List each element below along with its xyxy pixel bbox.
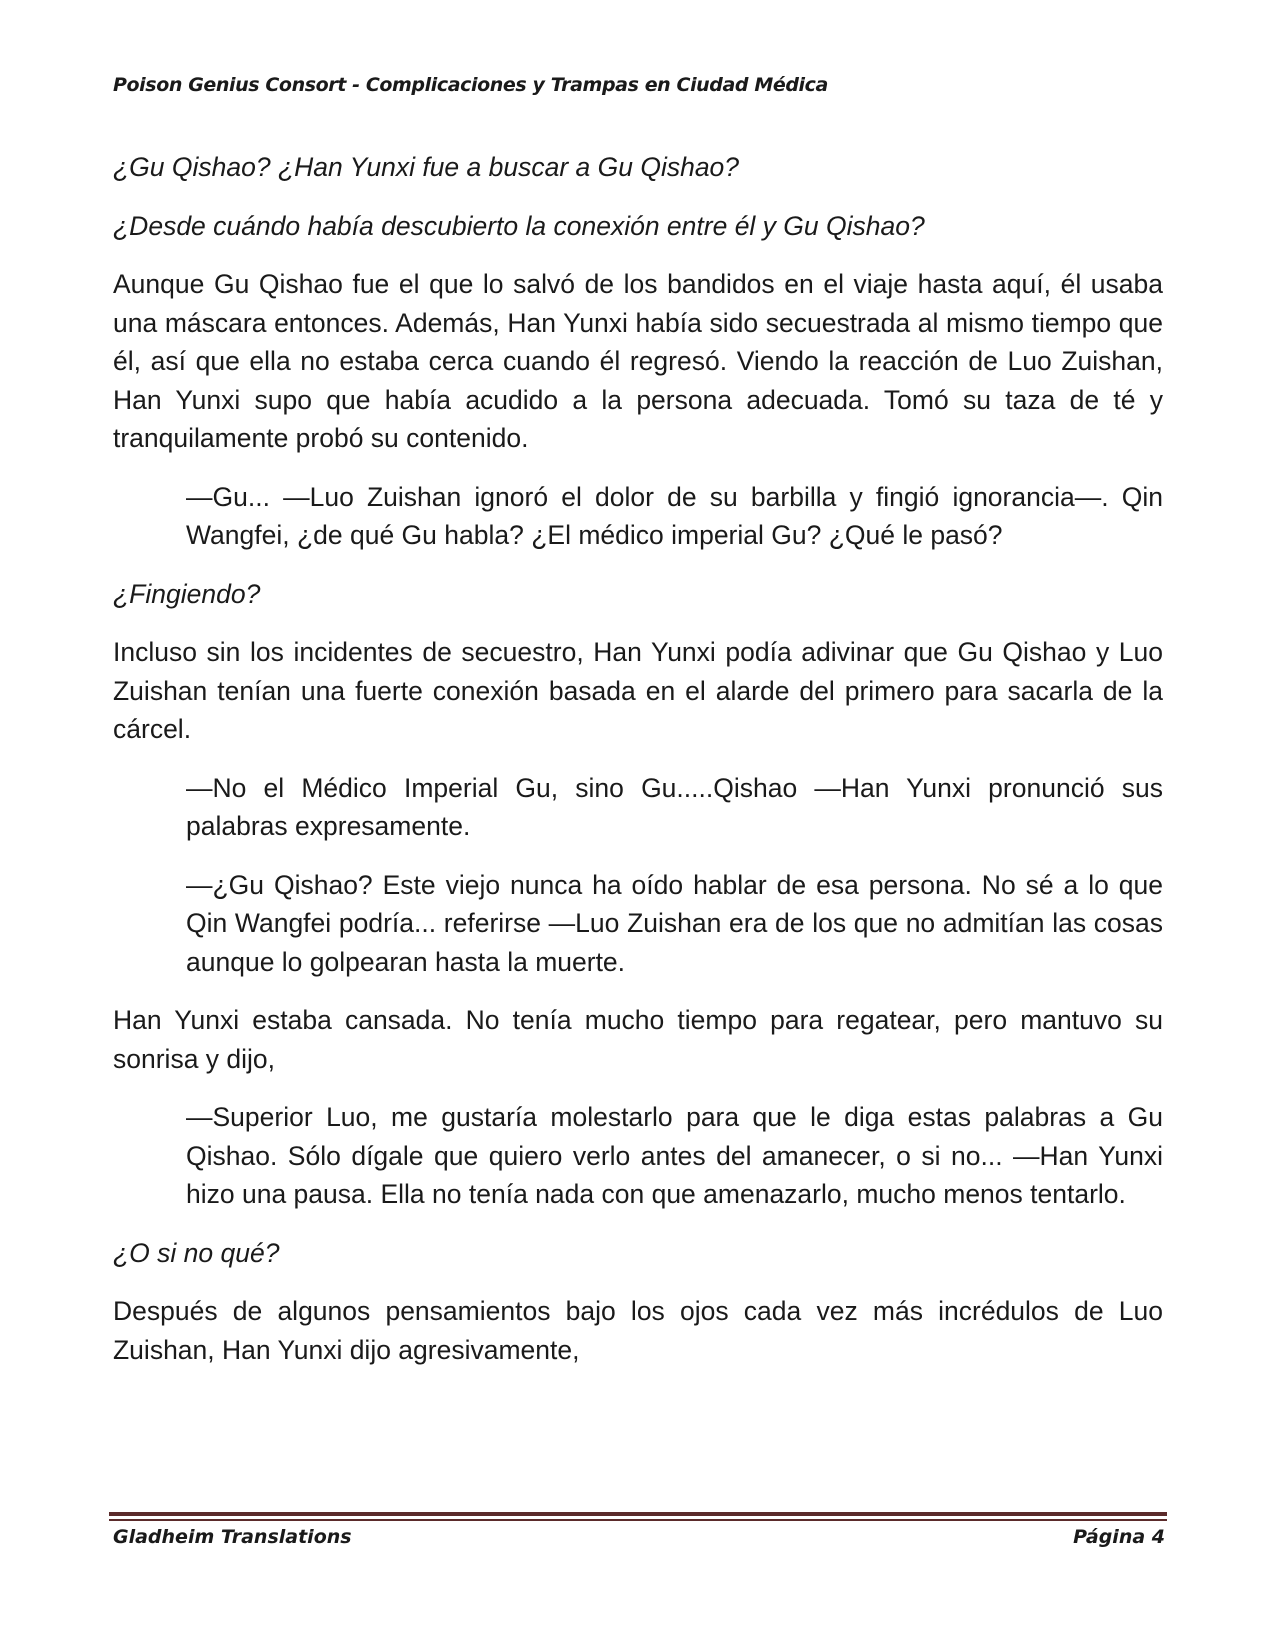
paragraph-narration-3: Han Yunxi estaba cansada. No tenía mucho tiempo para regatear, pero mantuvo su sonrisa y dijo, (113, 1005, 1163, 1074)
paragraph-thought-4: ¿O si no qué? (113, 1237, 280, 1268)
paragraph-narration-4: Después de algunos pensamientos bajo los ojos cada vez más incrédulos de Luo Zuishan, Han Yunxi dijo agresivamente, (113, 1296, 1163, 1365)
paragraph-thought-1: ¿Gu Qishao? ¿Han Yunxi fue a buscar a Gu Qishao? (113, 152, 740, 182)
running-header-title: Poison Genius Consort - Complicaciones y Trampas en Ciudad Médica (113, 74, 828, 96)
paragraph-thought-3: ¿Fingiendo? (113, 578, 261, 609)
paragraph-dialogue-3: —¿Gu Qishao? Este viejo nunca ha oído hablar de esa persona. No sé a lo que Qin Wangfei podría... referirse —Luo Zuishan era de los que no admitían las cosas aunque lo golpearan hasta la muerte. (186, 869, 1163, 977)
page-number: Página 4 (1073, 1526, 1165, 1548)
paragraph-dialogue-4: —Superior Luo, me gustaría molestarlo para que le diga estas palabras a Gu Qishao. Sólo dígale que quiero verlo antes del amanecer, o si no... —Han Yunxi hizo una pausa. Ella no tenía nada con que amenazarlo, mucho menos tentarlo. (186, 1102, 1163, 1209)
page-body (113, 148, 1163, 1389)
footer-divider-thin (109, 1519, 1167, 1521)
paragraph-narration-1: Aunque Gu Qishao fue el que lo salvó de los bandidos en el viaje hasta aquí, él usaba una máscara entonces. Además, Han Yunxi había sido secuestrada al mismo tiempo que él, así que ella no estaba cerca cuando él regresó. Viendo la reacción de Luo Zuishan, Han Yunxi supo que había acudido a la persona adecuada. Tomó su taza de té y tranquilamente probó su contenido. (113, 269, 1163, 453)
paragraph-narration-2: Incluso sin los incidentes de secuestro, Han Yunxi podía adivinar que Gu Qishao y Luo Zuishan tenían una fuerte conexión basada en el alarde del primero para sacarla de la cárcel. (113, 637, 1163, 744)
footer-divider-thick (109, 1512, 1167, 1516)
footer-credit: Gladheim Translations (113, 1526, 352, 1548)
paragraph-thought-2: ¿Desde cuándo había descubierto la conexión entre él y Gu Qishao? (113, 210, 925, 241)
paragraph-dialogue-2: —No el Médico Imperial Gu, sino Gu.....Qishao —Han Yunxi pronunció sus palabras expresamente. (186, 772, 1163, 841)
paragraph-dialogue-1: —Gu... —Luo Zuishan ignoró el dolor de su barbilla y fingió ignorancia—. Qin Wangfei, ¿de qué Gu habla? ¿El médico imperial Gu? ¿Qué le pasó? (186, 481, 1163, 550)
